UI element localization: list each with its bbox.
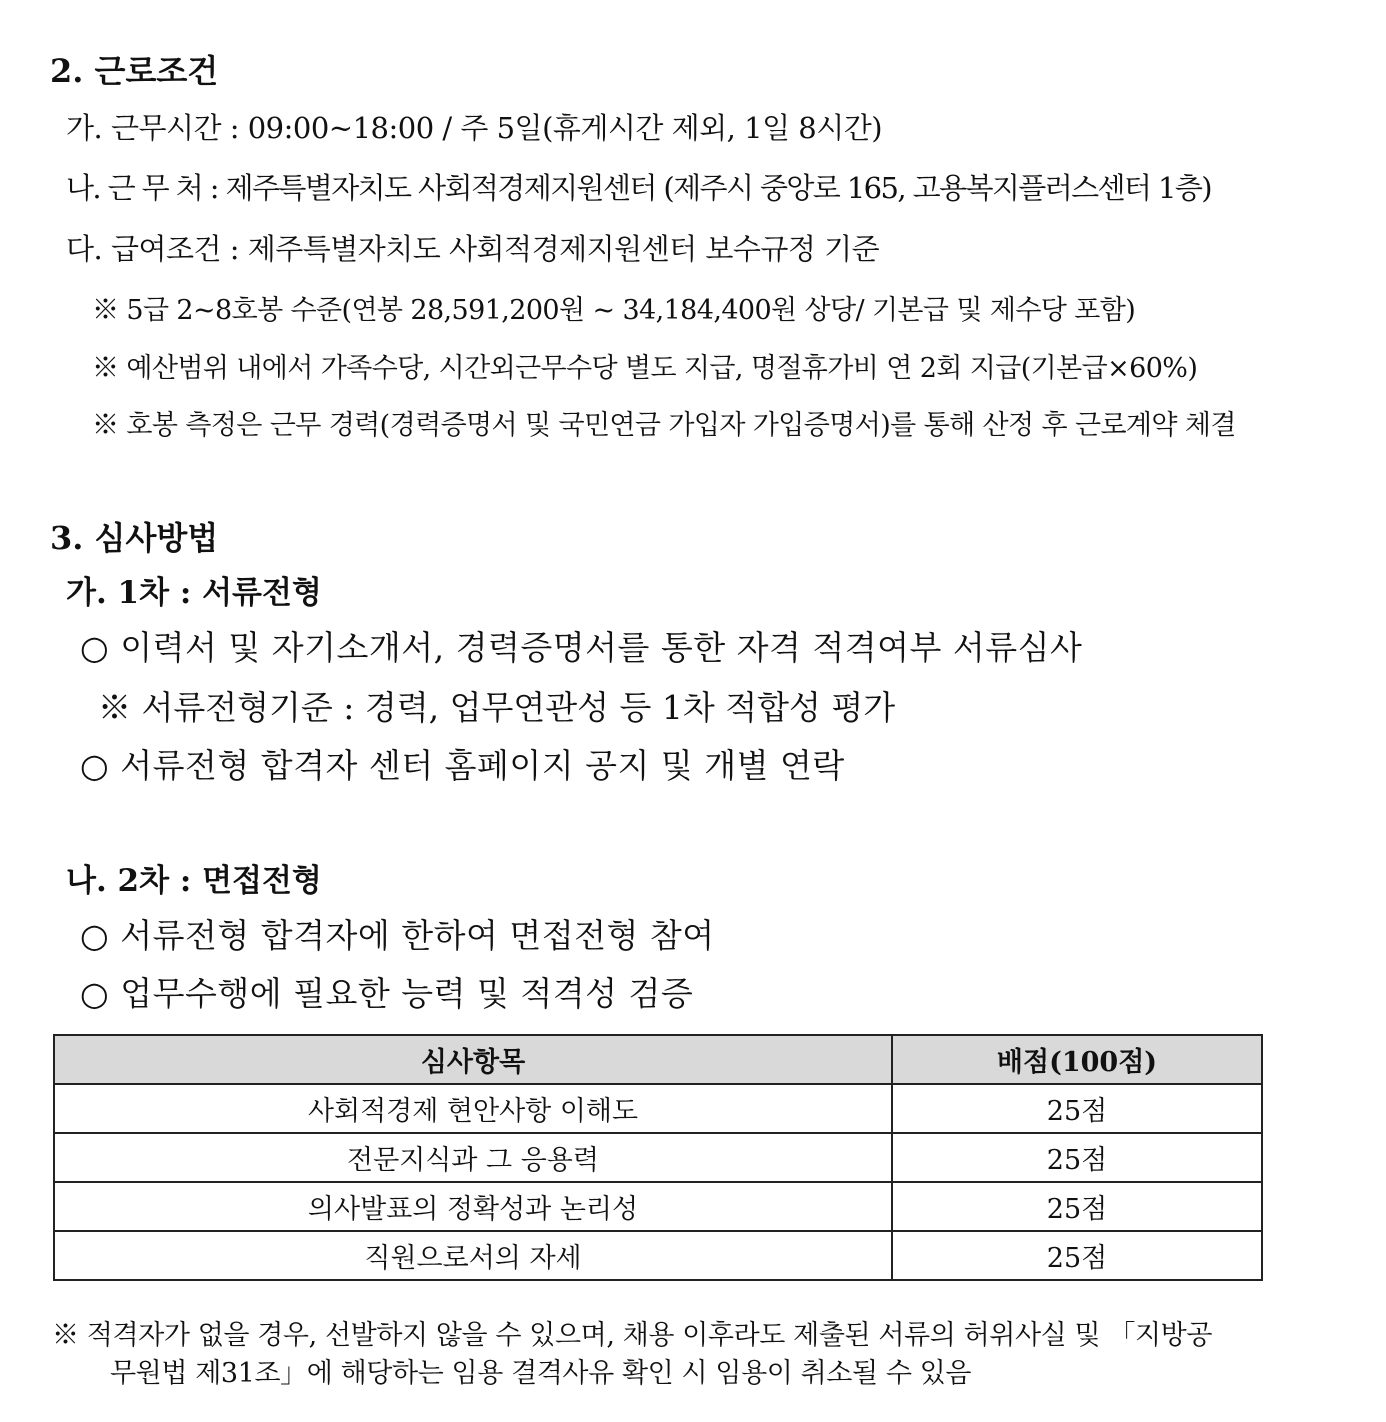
salary-note-1: ※ 5급 2~8호봉 수준(연봉 28,591,200원 ~ 34,184,400원 상당/ 기본급 및 제수당 포함) [92, 295, 1136, 326]
table-header-row [54, 1035, 1262, 1084]
scoring-table [53, 1034, 1263, 1281]
score-cell: 25점 [892, 1084, 1262, 1133]
criteria-cell: 직원으로서의 자세 [54, 1231, 892, 1280]
second-stage-item-2: ○ 업무수행에 필요한 능력 및 적격성 검증 [80, 974, 694, 1013]
table-row [54, 1133, 1262, 1182]
salary-conditions: 다. 급여조건 : 제주특별자치도 사회적경제지원센터 보수규정 기준 [66, 232, 880, 266]
table-row [54, 1084, 1262, 1133]
second-stage-title: 나. 2차 : 면접전형 [66, 863, 322, 899]
table-row [54, 1231, 1262, 1280]
footnote-line-2: 무원법 제31조」에 해당하는 임용 결격사유 확인 시 임용이 취소될 수 있음 [110, 1358, 972, 1389]
header-criteria: 심사항목 [54, 1035, 892, 1084]
table-row [54, 1182, 1262, 1231]
second-stage-item-1: ○ 서류전형 합격자에 한하여 면접전형 참여 [80, 916, 715, 955]
first-stage-note: ※ 서류전형기준 : 경력, 업무연관성 등 1차 적합성 평가 [98, 688, 896, 727]
salary-note-3: ※ 호봉 측정은 근무 경력(경력증명서 및 국민연금 가입자 가입증명서)를 통해 산정 후 근로계약 체결 [92, 410, 1236, 441]
salary-note-2: ※ 예산범위 내에서 가족수당, 시간외근무수당 별도 지급, 명절휴가비 연 2회 지급(기본급×60%) [92, 353, 1198, 384]
first-stage-title: 가. 1차 : 서류전형 [66, 575, 322, 611]
section-3-heading: 3. 심사방법 [50, 519, 219, 557]
score-cell: 25점 [892, 1231, 1262, 1280]
score-cell: 25점 [892, 1133, 1262, 1182]
criteria-cell: 전문지식과 그 응용력 [54, 1133, 892, 1182]
first-stage-item-2: ○ 서류전형 합격자 센터 홈페이지 공지 및 개별 연락 [80, 746, 845, 785]
header-score: 배점(100점) [892, 1035, 1262, 1084]
footnote-line-1: ※ 적격자가 없을 경우, 선발하지 않을 수 있으며, 채용 이후라도 제출된 서류의 허위사실 및 「지방공 [52, 1320, 1213, 1351]
criteria-cell: 사회적경제 현안사항 이해도 [54, 1084, 892, 1133]
score-cell: 25점 [892, 1182, 1262, 1231]
work-hours: 가. 근무시간 : 09:00~18:00 / 주 5일(휴게시간 제외, 1일 8시간) [66, 111, 883, 145]
first-stage-item-1: ○ 이력서 및 자기소개서, 경력증명서를 통한 자격 적격여부 서류심사 [80, 628, 1083, 667]
workplace: 나. 근 무 처 : 제주특별자치도 사회적경제지원센터 (제주시 중앙로 165, 고용복지플러스센터 1층) [66, 171, 1211, 205]
criteria-cell: 의사발표의 정확성과 논리성 [54, 1182, 892, 1231]
section-2-heading: 2. 근로조건 [50, 52, 219, 90]
